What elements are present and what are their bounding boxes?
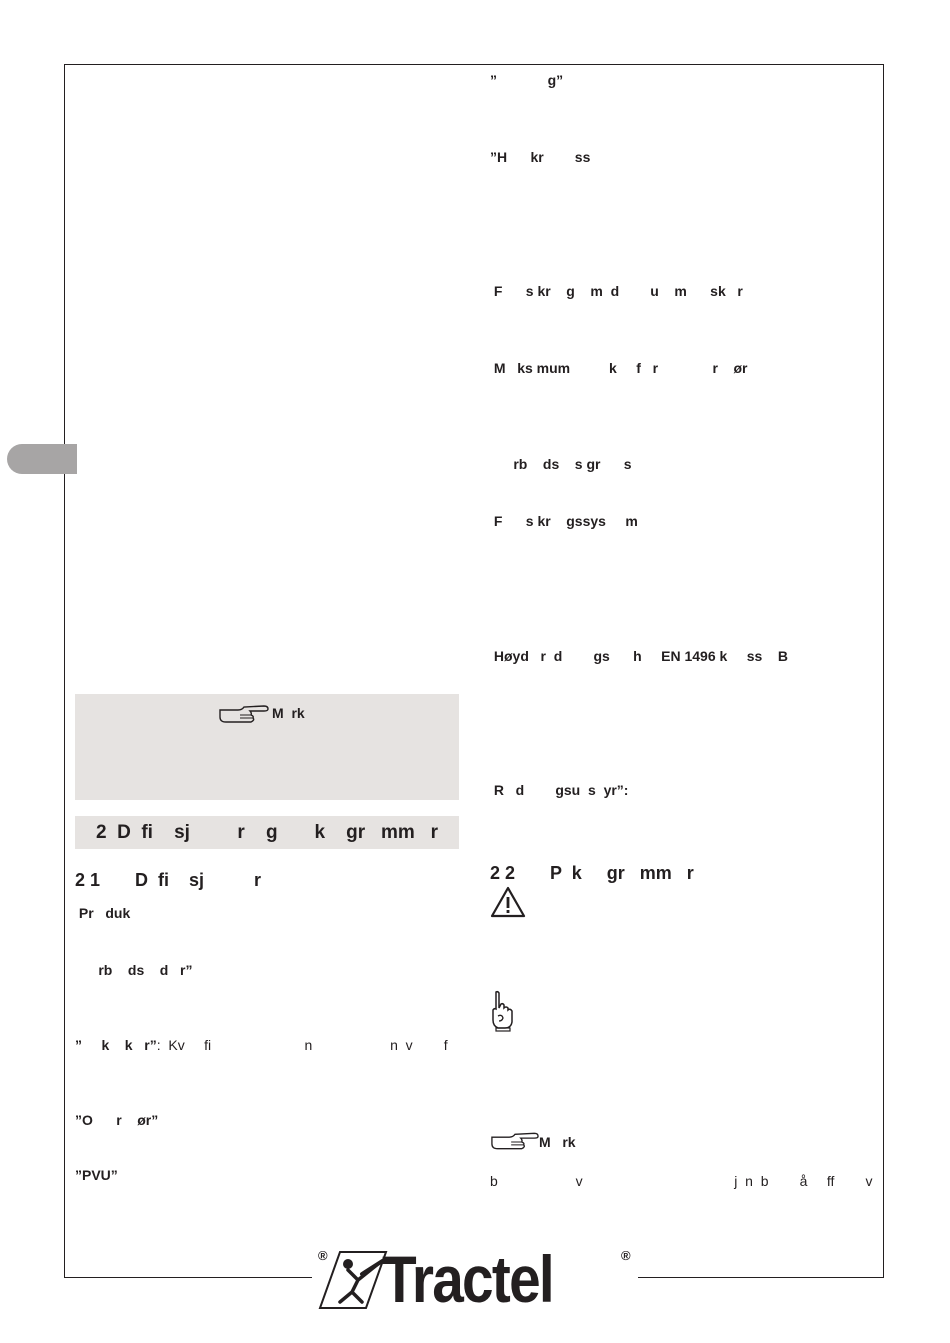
page-frame [64, 64, 884, 1278]
brand-wordmark: Tractel [382, 1242, 553, 1316]
definition-working-limit: rb ds s gr s [490, 456, 632, 472]
registered-mark-right: ® [621, 1248, 631, 1263]
definition-harness: ”H kr ss [490, 149, 591, 165]
definition-fall-arrest-system: F s kr gssys m [490, 513, 638, 529]
definition-fall-arrest-device: F s kr g m d u m sk r [490, 283, 743, 299]
language-side-tab [7, 444, 77, 474]
pointing-hand-icon [218, 703, 270, 725]
definition-technician-label: ” k k r” [75, 1037, 157, 1053]
tractel-logo [312, 1244, 638, 1314]
note-box [75, 694, 459, 800]
definition-rescue-equipment: R d gsu s yr”: [490, 782, 629, 798]
section-2-2-title: 2 2 P k gr mm r [490, 863, 694, 883]
definition-technician-text: : Kv fi n n v f [156, 1037, 448, 1053]
warning-triangle-icon [490, 886, 526, 918]
chapter-heading-bar [75, 816, 459, 849]
registered-mark-left: ® [318, 1248, 328, 1263]
section-2-1-title: 2 1 D fi sj r [75, 870, 262, 890]
climber-emblem-icon [318, 1250, 388, 1310]
index-finger-icon [490, 990, 514, 1032]
definition-rescue-belt: Høyd r d gs h EN 1496 k ss B [490, 648, 788, 664]
definition-technician [75, 1037, 448, 1053]
definition-max-load: M ks mum k f r r ør [490, 360, 748, 376]
note-label: M rk [272, 705, 305, 721]
definition-supervisor: ”O r ør” [75, 1112, 159, 1128]
definition-anchorage: ” g” [490, 72, 564, 88]
definition-user: rb ds d r” [75, 962, 193, 978]
chapter-title: 2 D fi sj r g k gr mm r [95, 822, 439, 843]
note-label-right: M rk [539, 1134, 576, 1150]
definition-product: Pr duk [75, 905, 131, 921]
pointing-hand-icon [490, 1130, 540, 1152]
definition-pvu: ”PVU” [75, 1167, 118, 1183]
note-text-right: b v j n b å ff v [490, 1173, 873, 1189]
